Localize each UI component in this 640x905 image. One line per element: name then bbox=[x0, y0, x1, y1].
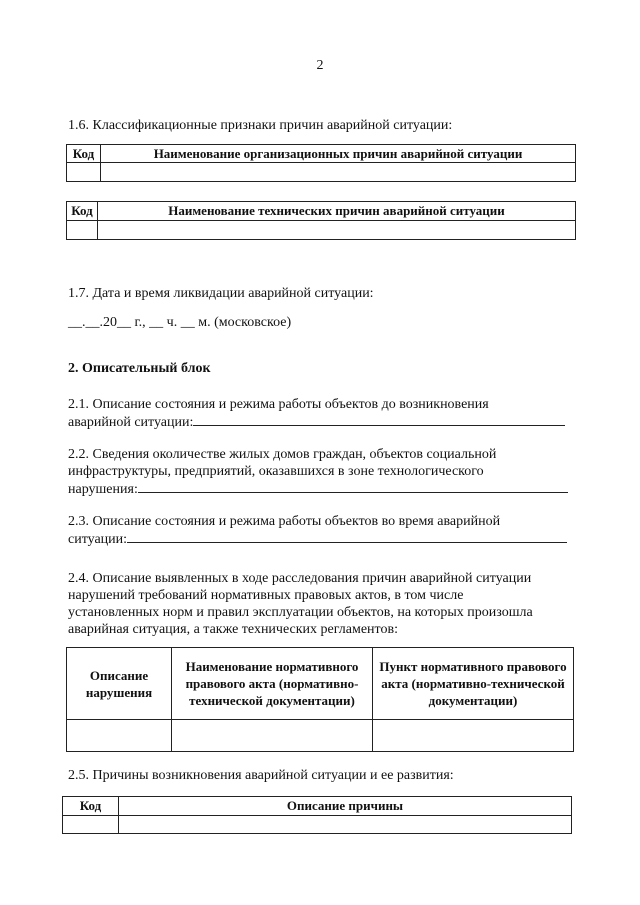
table-cell[interactable] bbox=[373, 720, 574, 752]
code-header: Код bbox=[63, 797, 119, 816]
table-cell[interactable] bbox=[67, 163, 101, 182]
paragraph-line: 2.3. Описание состояния и режима работы объектов во время аварийной bbox=[68, 514, 501, 529]
cause-description-header: Описание причины bbox=[119, 797, 572, 816]
paragraph-line: 2.2. Сведения околичестве жилых домов граждан, объектов социальной bbox=[68, 447, 497, 462]
page-number: 2 bbox=[316, 58, 324, 73]
table-cell[interactable] bbox=[101, 163, 576, 182]
paragraph-line: аварийной ситуации: bbox=[68, 415, 194, 430]
paragraph-2-1 bbox=[68, 396, 574, 431]
violation-description-header: Описание нарушения bbox=[67, 648, 172, 720]
paragraph-line: нарушений требований нормативных правовых актов, в том числе bbox=[68, 588, 464, 603]
fill-in-line[interactable] bbox=[193, 413, 565, 426]
paragraph-line: ситуации: bbox=[68, 532, 128, 547]
fill-in-line[interactable] bbox=[127, 530, 567, 543]
table-cell[interactable] bbox=[67, 720, 172, 752]
normative-act-name-header: Наименование нормативного правового акта (нормативно-технической документации) bbox=[172, 648, 373, 720]
paragraph-2-3 bbox=[68, 513, 574, 548]
paragraph-line: нарушения: bbox=[68, 482, 138, 497]
section-1-6-title: 1.6. Классификационные признаки причин аварийной ситуации: bbox=[68, 118, 453, 133]
paragraph-2-2 bbox=[68, 446, 574, 498]
table-cell[interactable] bbox=[98, 221, 576, 240]
organizational-causes-table bbox=[66, 144, 576, 182]
paragraph-2-4 bbox=[68, 570, 574, 638]
section-2-5-title: 2.5. Причины возникновения аварийной ситуации и ее развития: bbox=[68, 768, 454, 783]
normative-act-clause-header: Пункт нормативного правового акта (нормативно-технической документации) bbox=[373, 648, 574, 720]
paragraph-line: 2.4. Описание выявленных в ходе расследования причин аварийной ситуации bbox=[68, 571, 532, 586]
causes-table bbox=[62, 796, 572, 834]
table-cell[interactable] bbox=[119, 816, 572, 834]
violations-table bbox=[66, 647, 574, 752]
code-header: Код bbox=[67, 145, 101, 163]
technical-causes-header: Наименование технических причин аварийной ситуации bbox=[98, 202, 576, 221]
organizational-causes-header: Наименование организационных причин аварийной ситуации bbox=[101, 145, 576, 163]
fill-in-line[interactable] bbox=[138, 480, 568, 493]
section-1-7-title: 1.7. Дата и время ликвидации аварийной ситуации: bbox=[68, 286, 374, 301]
table-cell[interactable] bbox=[63, 816, 119, 834]
paragraph-line: установленных норм и правил эксплуатации объектов, на которых произошла bbox=[68, 605, 533, 620]
paragraph-line: инфраструктуры, предприятий, оказавшихся в зоне технологического bbox=[68, 464, 484, 479]
table-cell[interactable] bbox=[172, 720, 373, 752]
liquidation-date-line: __.__.20__ г., __ ч. __ м. (московское) bbox=[68, 315, 292, 330]
paragraph-line: 2.1. Описание состояния и режима работы объектов до возникновения bbox=[68, 397, 489, 412]
technical-causes-table bbox=[66, 201, 576, 240]
paragraph-line: аварийная ситуация, а также технических регламентов: bbox=[68, 622, 398, 637]
code-header: Код bbox=[67, 202, 98, 221]
table-cell[interactable] bbox=[67, 221, 98, 240]
section-2-heading: 2. Описательный блок bbox=[68, 361, 211, 376]
